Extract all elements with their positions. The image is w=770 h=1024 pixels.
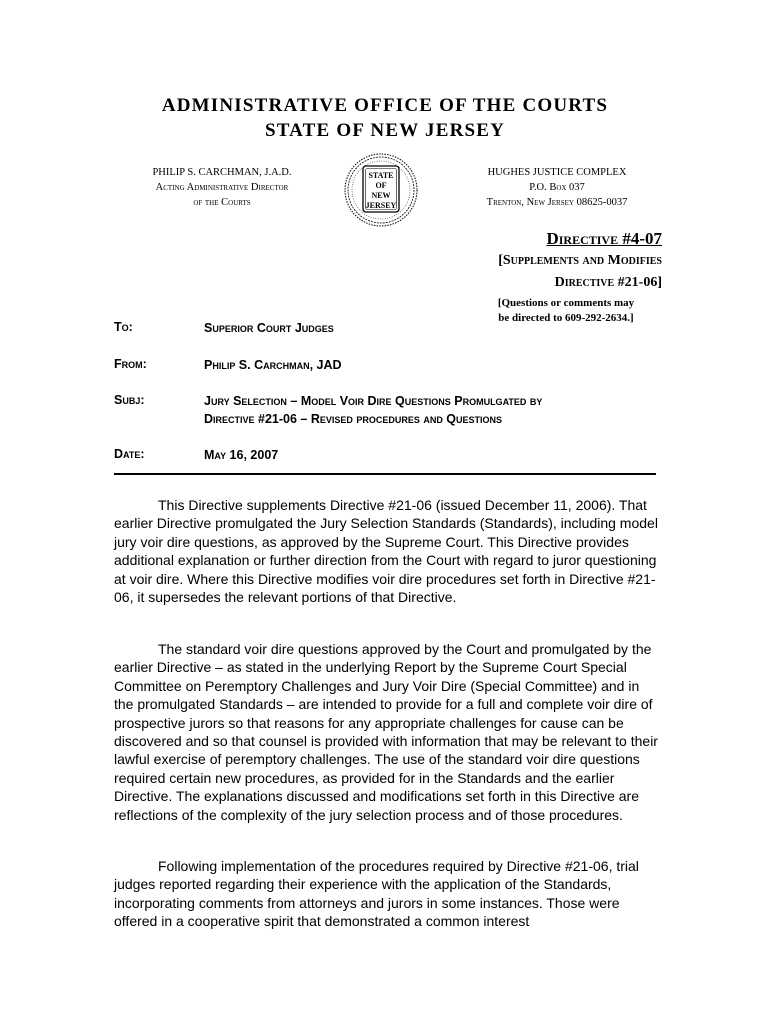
directive-sub-line1: [Supplements and Modifies xyxy=(498,253,662,268)
seal-text-line1: STATE xyxy=(368,171,394,180)
directive-number: Directive #4-07 xyxy=(546,229,662,248)
memo-to-label: To: xyxy=(114,320,133,334)
body-paragraph-1-text: This Directive supplements Directive #21-06 (issued December 11, 2006). That earlier Directive promulgated the Jury Selection Standards (Standards), including model jury voir dire questions, as approved by the Supreme Court. This Directive provides additional explanation or further direction from the Court with regard to juror questioning at voir dire. Where this Directive modifies voir dire procedures set forth in Directive #21-06, it supersedes the relevant portions of that Directive. xyxy=(114,497,658,606)
body-paragraph-3-text: Following implementation of the procedures required by Directive #21-06, trial judges reported regarding their experience with the application of the Standards, incorporating comments from attorneys and jurors in some instances. Those were offered in a cooperative spirit that demonstrated a common interest xyxy=(114,858,639,930)
memo-subj-label: Subj: xyxy=(114,393,145,407)
director-role-line1: Acting Administrative Director xyxy=(155,182,289,193)
address-block xyxy=(452,165,662,210)
memo-from-label: From: xyxy=(114,357,147,371)
address-line2: P.O. Box 037 xyxy=(529,182,585,193)
memo-subj-value xyxy=(204,392,664,428)
director-block xyxy=(112,165,332,210)
seal-text-line3: NEW xyxy=(371,191,391,200)
state-seal-icon xyxy=(339,152,423,228)
body-paragraph-2-text: The standard voir dire questions approved by the Court and promulgated by the earlier Directive – as stated in the underlying Report by the Supreme Court Special Committee on Peremptory Challenges and Jury Voir Dire (Special Committee) and in the promulgated Standards – are intended to provide for a full and complete voir dire of prospective jurors so that reasons for any appropriate challenges for cause can be discovered and so that counsel is provided with information that may be relevant to their lawful exercise of peremptory challenges. The use of the standard voir dire questions required certain new procedures, as provided for in the Standards and the earlier Directive. The explanations discussed and modifications set forth in this Directive are reflections of the complexity of the jury selection process and of those procedures. xyxy=(114,641,658,823)
seal-text-line4: JERSEY xyxy=(365,201,397,210)
director-name: PHILIP S. CARCHMAN, J.A.D. xyxy=(152,167,292,178)
memo-subj-line1: Jury Selection – Model Voir Dire Questions Promulgated by xyxy=(204,394,543,408)
address-line1: HUGHES JUSTICE COMPLEX xyxy=(487,167,627,178)
memo-from-value: Philip S. Carchman, JAD xyxy=(204,358,342,372)
body-paragraph-3 xyxy=(114,857,660,931)
questions-line1: [Questions or comments may xyxy=(497,297,635,309)
letterhead-title-line2: STATE OF NEW JERSEY xyxy=(264,120,506,141)
directive-heading xyxy=(452,228,662,294)
memo-date-value: May 16, 2007 xyxy=(204,448,279,462)
letterhead-title-line1: ADMINISTRATIVE OFFICE OF THE COURTS xyxy=(161,95,609,116)
questions-line2: be directed to 609-292-2634.] xyxy=(498,312,634,324)
letterhead-title xyxy=(0,93,770,143)
memo-to-value: Superior Court Judges xyxy=(204,321,334,335)
seal-text-line2: OF xyxy=(375,181,387,190)
memo-subj-line2: Directive #21-06 – Revised procedures and Questions xyxy=(204,412,503,426)
address-line3: Trenton, New Jersey 08625-0037 xyxy=(486,197,628,208)
memo-divider xyxy=(114,473,656,475)
body-paragraph-1 xyxy=(114,496,660,606)
director-role-line2: of the Courts xyxy=(193,197,251,208)
memo-date-label: Date: xyxy=(114,447,145,461)
body-paragraph-2 xyxy=(114,640,660,824)
directive-sub-line2: Directive #21-06] xyxy=(554,275,662,290)
